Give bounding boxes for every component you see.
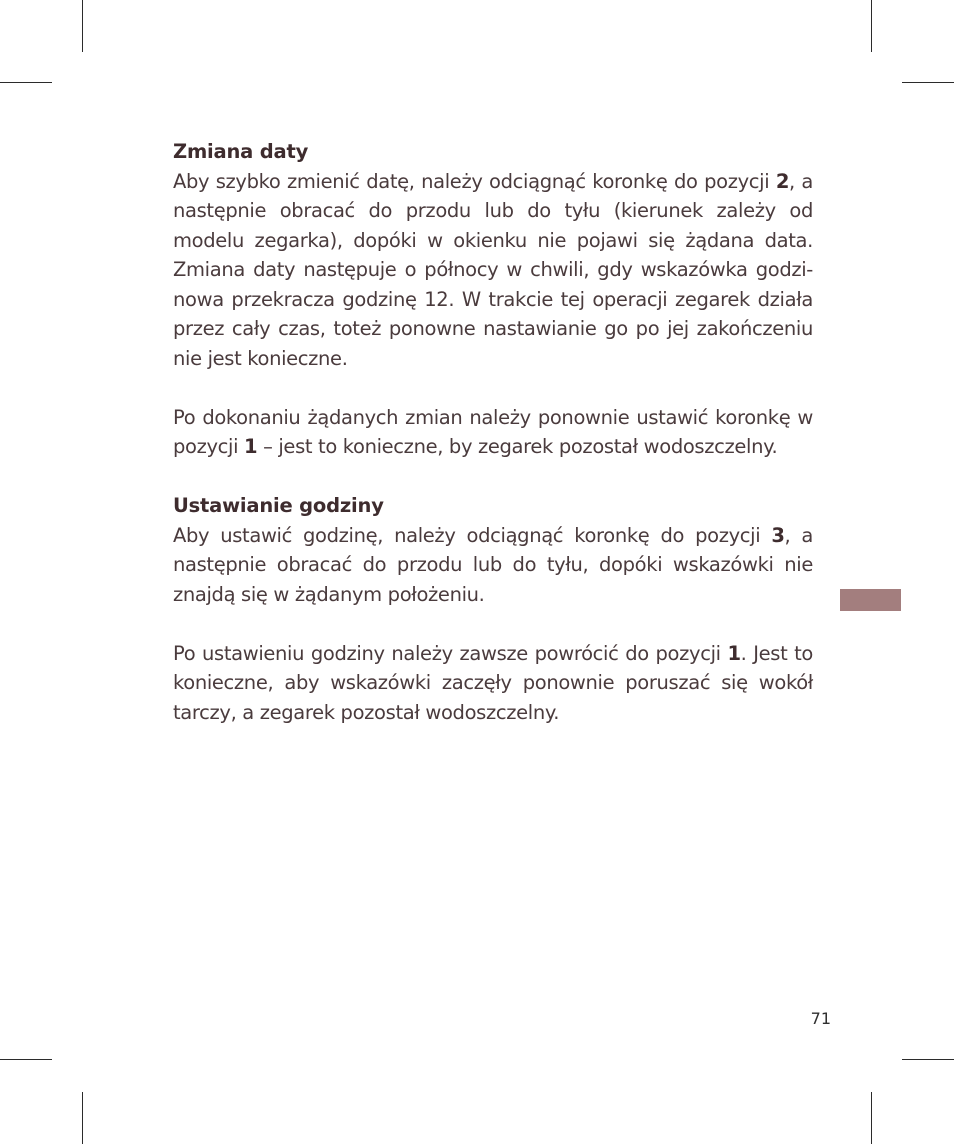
position-number: 3 <box>771 523 785 547</box>
position-number: 2 <box>775 169 790 193</box>
paragraph-gap <box>173 462 813 492</box>
crop-mark-bottom-left-vertical <box>82 1092 83 1144</box>
crop-mark-bottom-left-horizontal <box>0 1059 52 1060</box>
crop-mark-top-right-vertical <box>871 0 872 52</box>
position-number: 1 <box>727 641 741 665</box>
paragraph-time-set: Aby ustawić godzinę, należy odciągnąć koronkę do pozycji 3, a następnie obracać do przodu lub do tyłu, dopóki wskazówki nie znajdą się w żądanym położeniu. <box>173 523 813 606</box>
paragraph-time-reset: Po ustawieniu godziny należy zawsze powrócić do pozycji 1. Jest to konieczne, aby wskazówki zaczęły ponownie poruszać się wokół tarczy, a zegarek pozostał wodoszczelny. <box>173 641 813 724</box>
paragraph-gap <box>173 373 813 403</box>
paragraph-date-reset: Po dokonaniu żądanych zmian należy ponownie ustawić koronkę w pozycji 1 – jest to konieczne, by zegarek pozostał wodoszczelny. <box>173 405 813 458</box>
crop-mark-top-left-vertical <box>82 0 83 52</box>
paragraph-date-change: Aby szybko zmienić datę, należy odciągnąć koronkę do pozycji 2, a następnie obracać do przodu lub do tyłu (kierunek zależy od modelu zegarka), dopóki w okienku nie pojawi się żądana data. Zmiana daty następuje o północy w chwili, gdy wskazówka godzi-nowa przekracza godzinę 12. W trakcie tej operacji zegarek działa przez cały czas, toteż ponowne nastawianie go po jej zakończeniu nie jest konieczne. <box>173 169 814 370</box>
crop-mark-bottom-right-vertical <box>871 1092 872 1144</box>
page-content <box>173 137 813 727</box>
crop-mark-bottom-right-horizontal <box>902 1059 954 1060</box>
section-heading-date: Zmiana daty <box>173 140 309 163</box>
paragraph-gap <box>173 609 813 639</box>
position-number: 1 <box>244 435 258 458</box>
crop-mark-top-right-horizontal <box>902 82 954 83</box>
section-heading-time: Ustawianie godziny <box>173 494 384 517</box>
section-tab-marker <box>840 589 901 611</box>
page-number: 71 <box>810 1009 831 1028</box>
crop-mark-top-left-horizontal <box>0 82 52 83</box>
